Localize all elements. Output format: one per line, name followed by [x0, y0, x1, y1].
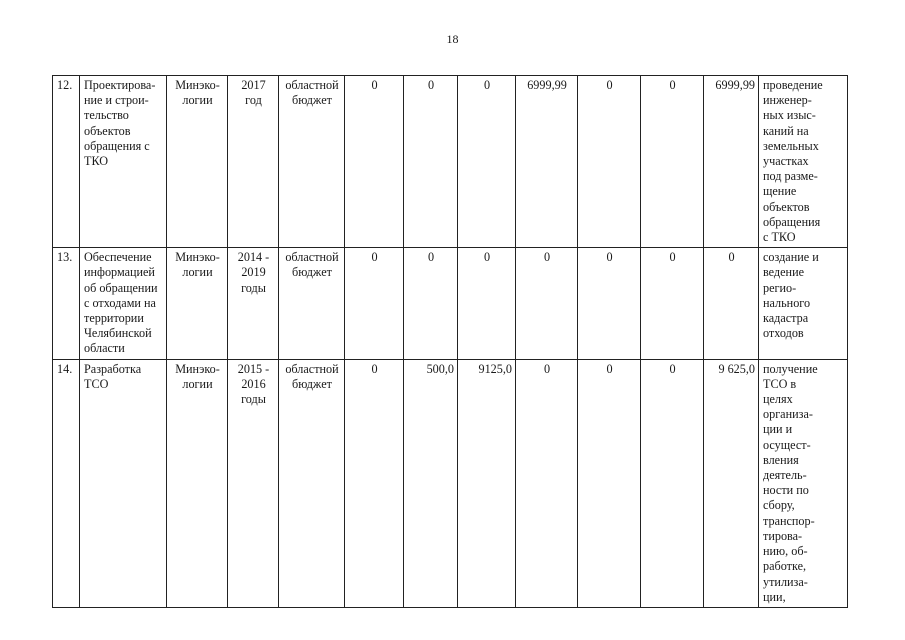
funding-value: 0: [516, 248, 578, 359]
program-activities-table: [52, 75, 848, 608]
table-row: [53, 76, 848, 248]
table-row: [53, 359, 848, 607]
funding-value: 6999,99: [516, 76, 578, 248]
funding-total: 0: [704, 248, 759, 359]
period: 2014 - 2019 годы: [228, 248, 279, 359]
executor: Минэко- логии: [167, 359, 228, 607]
expected-result: проведение инженер- ных изыс- каний на земельных участках под разме- щение объектов обращения с ТКО: [759, 76, 848, 248]
table-row: [53, 248, 848, 359]
funding-source: областной бюджет: [279, 359, 345, 607]
activity-name: Разработка ТСО: [80, 359, 167, 607]
funding-source: областной бюджет: [279, 248, 345, 359]
page-number: 18: [446, 32, 459, 46]
funding-value: 0: [578, 76, 641, 248]
funding-value: 0: [641, 359, 704, 607]
expected-result: получение ТСО в целях организа- ции и осущест- вления деятель- ности по сбору, транспор- тирова- нию, об- работке, утилиза- ции,: [759, 359, 848, 607]
executor: Минэко- логии: [167, 76, 228, 248]
row-number: 14.: [53, 359, 80, 607]
funding-value: 0: [516, 359, 578, 607]
funding-value: 500,0: [404, 359, 458, 607]
row-number: 12.: [53, 76, 80, 248]
funding-source: областной бюджет: [279, 76, 345, 248]
executor: Минэко- логии: [167, 248, 228, 359]
funding-value: 0: [458, 248, 516, 359]
row-number: 13.: [53, 248, 80, 359]
funding-value: 0: [404, 76, 458, 248]
activity-name: Обеспечение информацией об обращении с отходами на территории Челябинской области: [80, 248, 167, 359]
funding-total: 6999,99: [704, 76, 759, 248]
funding-value: 0: [404, 248, 458, 359]
funding-value: 0: [641, 76, 704, 248]
period: 2017 год: [228, 76, 279, 248]
funding-value: 0: [641, 248, 704, 359]
period: 2015 - 2016 годы: [228, 359, 279, 607]
funding-value: 9125,0: [458, 359, 516, 607]
expected-result: создание и ведение регио- нального кадастра отходов: [759, 248, 848, 359]
funding-value: 0: [578, 359, 641, 607]
funding-value: 0: [345, 359, 404, 607]
activity-name: Проектирова- ние и строи- тельство объектов обращения с ТКО: [80, 76, 167, 248]
funding-value: 0: [458, 76, 516, 248]
funding-value: 0: [345, 76, 404, 248]
funding-value: 0: [578, 248, 641, 359]
funding-value: 0: [345, 248, 404, 359]
funding-total: 9 625,0: [704, 359, 759, 607]
